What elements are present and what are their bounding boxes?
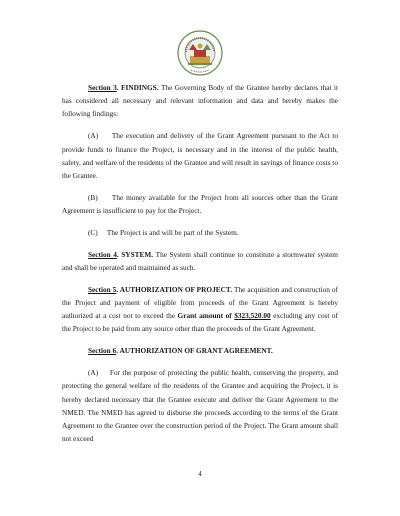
- finding-a-text: The execution and delivery of the Grant Agreement pursuant to the Act to provide funds to finance the Project, is necessary and in the interest of the public health, safety, and welfare of the residents of the Grantee and will result in savings of finance costs to the Grantee.: [62, 131, 338, 180]
- seal-ground: [188, 63, 212, 65]
- seal-sun: [198, 44, 203, 49]
- seal-roof-block: [194, 50, 206, 57]
- seal-building: [190, 56, 210, 63]
- finding-a-label: (A): [88, 131, 99, 141]
- section-3-number: Section 3: [88, 83, 117, 92]
- section-5-title: AUTHORIZATION OF PROJECT: [119, 284, 231, 294]
- finding-b-text: The money available for the Project from all sources other than the Grant Agreement is insufficient to pay for the Project.: [62, 192, 338, 215]
- section-3-finding-b: [62, 191, 338, 217]
- section-4-paragraph: Section 4. SYSTEM. The System shall continue to constitute a stormwater system and shall be operated and maintained as such.: [62, 249, 338, 272]
- section-6-heading: Section 6. AUTHORIZATION OF GRANT AGREEMENT.: [88, 346, 273, 356]
- section-6-a-text: For the purpose of protecting the public health, conserving the property, and protecting the general welfare of the residents of the Grantee and acquiring the Project, it is hereby declared necessary that the Grantee execute and deliver the Grant Agreement to the NMED. The NMED has agreed to disburse the proceeds according to the terms of the Grant Agreement to the Grantee over the construction period of the Project. The Grant amount shall not exceed: [62, 368, 338, 444]
- finding-c-text: The Project is and will be part of the System.: [106, 227, 239, 237]
- section-3-intro: Section 3. FINDINGS. The Governing Body of the Grantee hereby declares that it has considered all necessary and relevant information and data and hereby makes the following findings:: [62, 83, 338, 119]
- section-5-paragraph: Section 5. AUTHORIZATION OF PROJECT. The acquisition and construction of the Project and payment of eligible from proceeds of the Grant Agreement is hereby authorized at a cost not to exceed the Grant amount of $323,520.00 excluding any cost of the Project to be paid from any source other than the proceeds of the Grant Agreement.: [62, 284, 339, 334]
- seal-emblem: [177, 30, 223, 76]
- section-6-title: AUTHORIZATION OF GRANT AGREEMENT: [119, 346, 272, 356]
- section-5-text-1: The acquisition and construction of the Project and payment of eligible from proceeds of the Grant Agreement is hereby authorized at a cost not to exceed the: [62, 284, 338, 321]
- section-5-text-2: excluding any cost of the Project to be paid from any source other than the proceeds of the Grant Agreement.: [62, 311, 339, 334]
- section-6-paragraph-a: [62, 366, 338, 445]
- finding-c-label: (C): [88, 227, 98, 237]
- section-4-title: SYSTEM: [121, 249, 152, 259]
- section-4-text: The System shall continue to constitute a stormwater system and shall be operated and maintained as such.: [62, 249, 338, 272]
- section-3-title: FINDINGS: [121, 83, 157, 92]
- page-number: 4: [198, 470, 202, 478]
- section-3-text: The Governing Body of the Grantee hereby declares that it has considered all necessary and relevant information and data and hereby makes the following findings:: [62, 83, 338, 119]
- finding-b-label: (B): [88, 192, 98, 202]
- grant-amount-value: $323,520.00: [234, 311, 271, 321]
- section-6-a-label: (A): [88, 368, 99, 378]
- section-3-finding-c: [62, 226, 338, 239]
- section-6-number: Section 6: [88, 346, 117, 356]
- section-3-finding-a: [62, 129, 338, 182]
- city-seal: [177, 30, 223, 76]
- document-body: [62, 81, 338, 454]
- grant-amount-label: Grant amount of: [177, 311, 232, 321]
- section-5-number: Section 5: [88, 284, 117, 294]
- section-4-number: Section 4: [88, 249, 117, 259]
